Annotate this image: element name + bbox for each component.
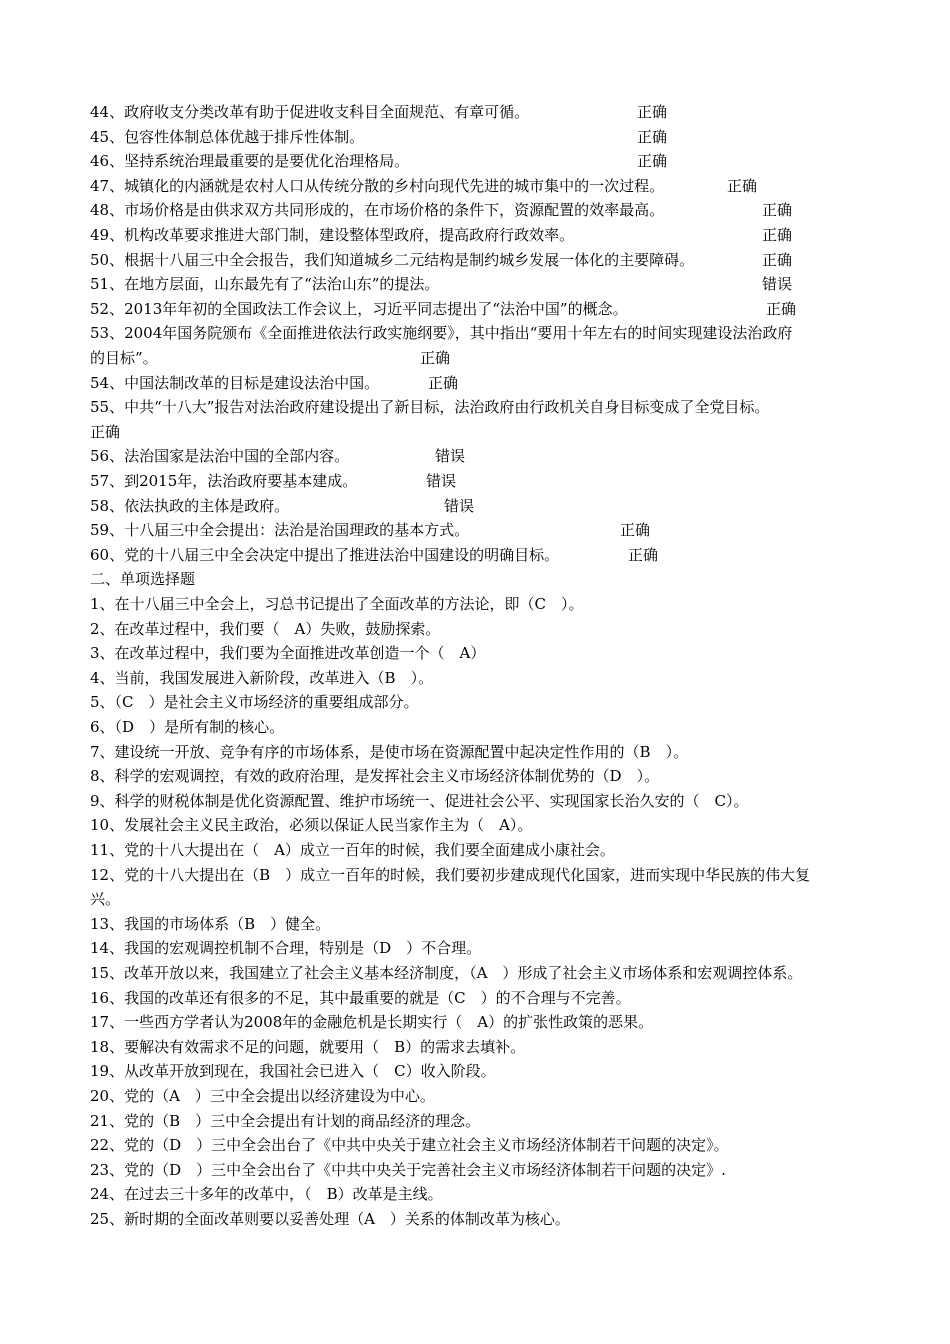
mc-item-11 — [90, 838, 870, 862]
question-text: 44、政府收支分类改革有助于促进收支科目全面规范、有章可循。 — [90, 103, 530, 121]
question-text: 56、法治国家是法治中国的全部内容。 — [90, 447, 350, 466]
mc-item-14 — [90, 936, 870, 960]
mc-item-2 — [90, 617, 870, 641]
question-text: 17、一些西方学者认为2008年的金融危机是长期实行（ A）的扩张性政策的恶果。 — [90, 1013, 654, 1032]
mc-item-9 — [90, 789, 870, 813]
answer-text: 正确 — [90, 422, 121, 441]
question-text: 7、建设统一开放、竞争有序的市场体系，是使市场在资源配置中起决定性作用的（B ）。 — [90, 742, 689, 761]
question-text: 19、从改革开放到现在，我国社会已进入（ C）收入阶段。 — [90, 1062, 496, 1081]
question-text: 45、包容性体制总体优越于排斥性体制。 — [90, 127, 365, 146]
question-text: 60、党的十八届三中全会决定中提出了推进法治中国建设的明确目标。 — [90, 545, 560, 564]
answer-text: 正确 — [762, 250, 793, 269]
question-text: 47、城镇化的内涵就是农村人口从传统分散的乡村向现代先进的城市集中的一次过程。 — [90, 176, 665, 195]
section-heading — [90, 567, 870, 591]
answer-text: 错误 — [435, 447, 466, 466]
answer-text: 正确 — [762, 226, 793, 244]
tf-item-49 — [90, 223, 870, 247]
answer-text: 正确 — [637, 103, 668, 121]
mc-item-17 — [90, 1010, 870, 1034]
question-text: 51、在地方层面，山东最先有了“法治山东”的提法。 — [90, 275, 440, 294]
question-text: 22、党的（D ）三中全会出台了《中共中央关于建立社会主义市场经济体制若干问题的决定》。 — [90, 1136, 729, 1155]
answer-text: 正确 — [637, 152, 668, 171]
tf-item-51 — [90, 272, 870, 296]
question-text: 20、党的（A ）三中全会提出以经济建设为中心。 — [90, 1087, 435, 1105]
question-text: 55、中共“十八大”报告对法治政府建设提出了新目标，法治政府由行政机关自身目标变成了全党目标。 — [90, 398, 770, 417]
question-text: 53、2004年国务院颁布《全面推进依法行政实施纲要》，其中指出“要用十年左右的时间实现建设法治政府 — [90, 324, 793, 343]
question-text: 49、机构改革要求推进大部门制，建设整体型政府，提高政府行政效率。 — [90, 226, 575, 244]
question-text: 的目标”。 — [90, 349, 158, 367]
tf-item-55-line1 — [90, 395, 870, 419]
answer-text: 正确 — [762, 201, 793, 220]
tf-item-48 — [90, 198, 870, 222]
question-text: 24、在过去三十多年的改革中，（ B）改革是主线。 — [90, 1185, 443, 1204]
question-text: 21、党的（B ）三中全会提出有计划的商品经济的理念。 — [90, 1111, 481, 1130]
question-text: 57、到2015年，法治政府要基本建成。 — [90, 472, 358, 490]
mc-item-20 — [90, 1084, 870, 1108]
mc-item-12-line1 — [90, 863, 870, 887]
question-text: 9、科学的财税体制是优化资源配置、维护市场统一、促进社会公平、实现国家长治久安的（ C）。 — [90, 791, 749, 810]
tf-item-56 — [90, 444, 870, 468]
mc-item-4 — [90, 666, 870, 690]
section-title: 二、单项选择题 — [90, 570, 196, 589]
mc-item-7 — [90, 740, 870, 764]
mc-item-1 — [90, 592, 870, 616]
question-text: 2、在改革过程中，我们要（ A）失败，鼓励探索。 — [90, 619, 441, 638]
question-text: 14、我国的宏观调控机制不合理，特别是（D ）不合理。 — [90, 939, 482, 958]
tf-item-58 — [90, 494, 870, 518]
question-text: 59、十八届三中全会提出：法治是治国理政的基本方式。 — [90, 521, 470, 540]
question-text: 48、市场价格是由供求双方共同形成的，在市场价格的条件下，资源配置的效率最高。 — [90, 201, 665, 220]
question-text: 11、党的十八大提出在（ A）成立一百年的时候，我们要全面建成小康社会。 — [90, 841, 615, 859]
question-text: 23、党的（D ）三中全会出台了《中共中央关于完善社会主义市场经济体制若干问题的决定》. — [90, 1160, 726, 1179]
answer-text: 错误 — [762, 275, 793, 294]
mc-item-15 — [90, 961, 870, 985]
mc-item-12-line2 — [90, 887, 870, 911]
question-text: 4、当前，我国发展进入新阶段，改革进入（B ）。 — [90, 668, 434, 687]
mc-item-8 — [90, 764, 870, 788]
tf-item-53-line1 — [90, 321, 870, 345]
question-text: 12、党的十八大提出在（B ）成立一百年的时候，我们要初步建成现代化国家，进而实现中华民族的伟大复 — [90, 865, 811, 884]
tf-item-44 — [90, 100, 870, 124]
answer-text: 正确 — [420, 349, 451, 367]
mc-item-6 — [90, 715, 870, 739]
question-text: 16、我国的改革还有很多的不足，其中最重要的就是（C ）的不合理与不完善。 — [90, 988, 631, 1007]
question-text: 10、发展社会主义民主政治，必须以保证人民当家作主为（ A）。 — [90, 816, 533, 835]
mc-item-23 — [90, 1158, 870, 1182]
mc-item-13 — [90, 912, 870, 936]
question-text: 15、改革开放以来，我国建立了社会主义基本经济制度，（A ）形成了社会主义市场体系和宏观调控体系。 — [90, 964, 803, 982]
answer-text: 错误 — [426, 472, 457, 490]
question-text: 13、我国的市场体系（B ）健全。 — [90, 914, 331, 933]
answer-text: 正确 — [628, 545, 659, 564]
tf-item-46 — [90, 149, 870, 173]
answer-text: 正确 — [727, 176, 758, 195]
question-text: 8、科学的宏观调控，有效的政府治理，是发挥社会主义市场经济体制优势的（D ）。 — [90, 767, 660, 786]
question-text: 54、中国法制改革的目标是建设法治中国。 — [90, 373, 380, 392]
tf-item-50 — [90, 248, 870, 272]
mc-item-22 — [90, 1133, 870, 1157]
answer-text: 正确 — [766, 299, 797, 318]
mc-item-19 — [90, 1059, 870, 1083]
mc-item-5 — [90, 690, 870, 714]
question-text: 46、坚持系统治理最重要的是要优化治理格局。 — [90, 152, 410, 171]
mc-item-10 — [90, 813, 870, 837]
mc-item-18 — [90, 1035, 870, 1059]
tf-item-47 — [90, 174, 870, 198]
tf-item-52 — [90, 297, 870, 321]
answer-text: 错误 — [444, 496, 475, 515]
question-text: 18、要解决有效需求不足的问题，就要用（ B）的需求去填补。 — [90, 1037, 526, 1056]
mc-item-25 — [90, 1207, 870, 1231]
mc-item-3 — [90, 641, 870, 665]
question-text: 5、（C ）是社会主义市场经济的重要组成部分。 — [90, 693, 419, 712]
question-text: 3、在改革过程中，我们要为全面推进改革创造一个（ A） — [90, 644, 486, 663]
answer-text: 正确 — [637, 127, 668, 146]
answer-text: 正确 — [620, 521, 651, 540]
question-text: 兴。 — [90, 890, 121, 909]
question-text: 50、根据十八届三中全会报告，我们知道城乡二元结构是制约城乡发展一体化的主要障碍。 — [90, 250, 695, 269]
tf-item-60 — [90, 543, 870, 567]
tf-item-57 — [90, 469, 870, 493]
question-text: 25、新时期的全面改革则要以妥善处理（A ）关系的体制改革为核心。 — [90, 1210, 570, 1228]
answer-text: 正确 — [428, 373, 459, 392]
question-text: 52、2013年年初的全国政法工作会议上，习近平同志提出了“法治中国”的概念。 — [90, 299, 628, 318]
tf-item-53-line2 — [90, 346, 870, 370]
question-text: 6、（D ）是所有制的核心。 — [90, 718, 285, 736]
tf-item-55-line2 — [90, 420, 870, 444]
tf-item-45 — [90, 125, 870, 149]
question-text: 58、依法执政的主体是政府。 — [90, 496, 290, 515]
tf-item-59 — [90, 518, 870, 542]
tf-item-54 — [90, 371, 870, 395]
mc-item-16 — [90, 986, 870, 1010]
mc-item-21 — [90, 1109, 870, 1133]
question-text: 1、在十八届三中全会上，习总书记提出了全面改革的方法论，即（C ）。 — [90, 595, 584, 613]
mc-item-24 — [90, 1182, 870, 1206]
